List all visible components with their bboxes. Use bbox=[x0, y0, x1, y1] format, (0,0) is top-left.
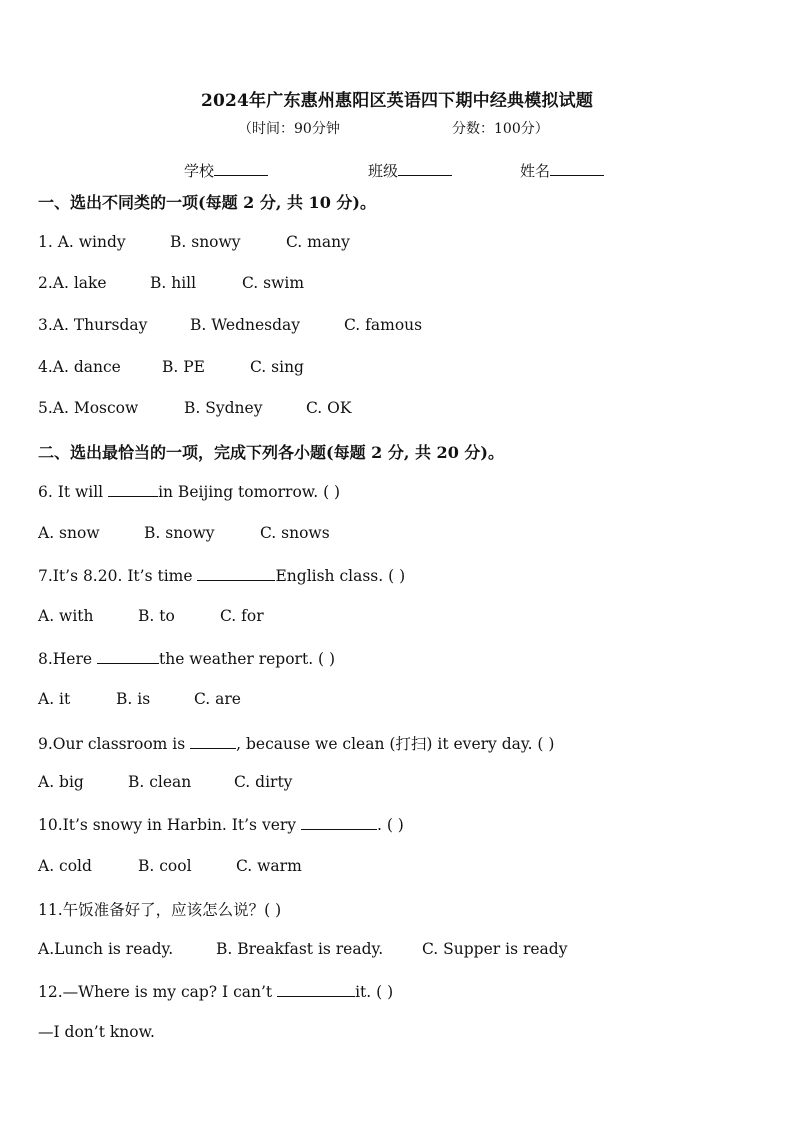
question-10-text-start: 10.It’s snowy in Harbin. It’s very bbox=[38, 816, 301, 834]
question-12-text-start: 12.—Where is my cap? I can’t bbox=[38, 983, 278, 1001]
option-a: A. big bbox=[38, 773, 84, 791]
section-1-heading: 一、选出不同类的一项(每题 2 分, 共 10 分)。 bbox=[38, 193, 376, 212]
option-b: B. snowy bbox=[144, 524, 215, 542]
option-c: C. for bbox=[220, 607, 264, 625]
school-blank bbox=[214, 161, 268, 176]
question-6-text-start: 6. It will bbox=[38, 483, 109, 501]
option-b: B. Breakfast is ready. bbox=[216, 940, 384, 958]
option-a: 4.A. dance bbox=[38, 358, 121, 376]
option-c: C. many bbox=[286, 233, 350, 251]
question-12 bbox=[38, 982, 393, 1001]
question-12-reply: —I don’t know. bbox=[38, 1023, 155, 1041]
option-b: B. cool bbox=[138, 857, 192, 875]
question-8 bbox=[38, 649, 335, 668]
name-label: 姓名 bbox=[520, 162, 551, 180]
option-c: C. snows bbox=[260, 524, 330, 542]
question-8-text-end: the weather report. ( ) bbox=[159, 650, 336, 668]
option-b: B. Sydney bbox=[184, 399, 263, 417]
option-b: B. hill bbox=[150, 274, 197, 292]
exam-score: 分数：100分） bbox=[452, 121, 549, 137]
option-a: A. cold bbox=[38, 857, 92, 875]
option-c: C. warm bbox=[236, 857, 302, 875]
option-b: B. clean bbox=[128, 773, 192, 791]
option-c: C. are bbox=[194, 690, 241, 708]
option-c: C. OK bbox=[306, 399, 352, 417]
school-field bbox=[184, 160, 268, 181]
option-c: C. sing bbox=[250, 358, 304, 376]
option-a: 3.A. Thursday bbox=[38, 316, 148, 334]
question-9-text-start: 9.Our classroom is bbox=[38, 735, 191, 753]
option-b: B. to bbox=[138, 607, 175, 625]
name-blank bbox=[550, 161, 604, 176]
answer-blank bbox=[277, 982, 355, 997]
school-label: 学校 bbox=[184, 162, 215, 180]
option-c: C. dirty bbox=[234, 773, 293, 791]
question-6 bbox=[38, 482, 340, 501]
name-field bbox=[520, 160, 604, 181]
page-title: 2024年广东惠州惠阳区英语四下期中经典模拟试题 bbox=[200, 91, 594, 111]
question-6-text-end: in Beijing tomorrow. ( ) bbox=[158, 483, 341, 501]
class-field bbox=[368, 160, 452, 181]
option-c: C. Supper is ready bbox=[422, 940, 568, 958]
option-c: C. famous bbox=[344, 316, 423, 334]
answer-blank bbox=[108, 482, 158, 497]
question-9 bbox=[38, 732, 554, 754]
option-a: A. it bbox=[38, 690, 71, 708]
option-c: C. swim bbox=[242, 274, 305, 292]
question-10 bbox=[38, 815, 404, 834]
option-b: B. Wednesday bbox=[190, 316, 301, 334]
class-blank bbox=[398, 161, 452, 176]
option-a: A. with bbox=[38, 607, 94, 625]
question-8-text-start: 8.Here bbox=[38, 650, 97, 668]
question-7-text-start: 7.It’s 8.20. It’s time bbox=[38, 567, 198, 585]
question-9-text-end: , because we clean (打扫) it every day. ( ) bbox=[236, 735, 555, 753]
question-11: 11.午饭准备好了，应该怎么说？( ) bbox=[38, 901, 282, 919]
answer-blank bbox=[97, 649, 159, 664]
option-a: A. snow bbox=[38, 524, 100, 542]
question-7 bbox=[38, 566, 405, 585]
question-7-text-end: English class. ( ) bbox=[275, 567, 406, 585]
answer-blank bbox=[301, 815, 377, 830]
answer-blank bbox=[190, 734, 236, 749]
answer-blank bbox=[197, 566, 275, 581]
question-10-text-end: . ( ) bbox=[376, 816, 404, 834]
option-a: 1. A. windy bbox=[38, 233, 126, 251]
option-b: B. PE bbox=[162, 358, 205, 376]
option-b: B. snowy bbox=[170, 233, 241, 251]
exam-time: （时间：90分钟 bbox=[238, 121, 340, 137]
option-a: A.Lunch is ready. bbox=[38, 940, 174, 958]
option-a: 2.A. lake bbox=[38, 274, 107, 292]
option-a: 5.A. Moscow bbox=[38, 399, 139, 417]
question-12-text-end: it. ( ) bbox=[355, 983, 394, 1001]
section-2-heading: 二、选出最恰当的一项，完成下列各小题(每题 2 分, 共 20 分)。 bbox=[38, 443, 504, 462]
class-label: 班级 bbox=[368, 162, 399, 180]
option-b: B. is bbox=[116, 690, 151, 708]
